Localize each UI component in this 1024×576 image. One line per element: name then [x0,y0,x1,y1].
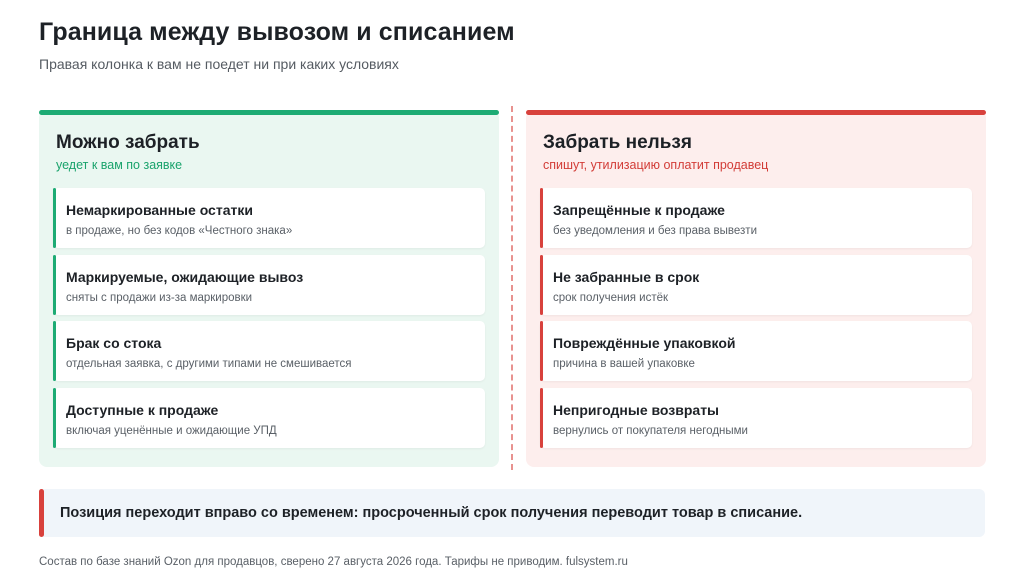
card-description: отдельная заявка, с другими типами не смешивается [66,358,352,370]
column-note: уедет к вам по заявке [56,158,183,172]
page-title: Граница между вывозом и списанием [39,18,515,46]
column-title: Забрать нельзя [543,132,692,153]
card-title: Не забранные в срок [553,269,700,285]
column-title: Можно забрать [56,132,200,153]
card-accent [540,255,543,315]
card-title: Брак со стока [66,335,162,351]
column-top-bar [526,110,986,115]
category-card [53,188,485,248]
card-title: Повреждённые упаковкой [553,335,736,351]
card-accent [540,388,543,448]
column-top-bar [39,110,499,115]
card-description: в продаже, но без кодов «Честного знака» [66,225,293,237]
page-subtitle: Правая колонка к вам не поедет ни при каких условиях [39,56,399,72]
category-card [53,388,485,448]
card-title: Доступные к продаже [66,402,219,418]
card-title: Немаркированные остатки [66,202,253,218]
card-description: без уведомления и без права вывезти [553,225,757,237]
card-title: Запрещённые к продаже [553,202,725,218]
footer-source-note: Состав по базе знаний Ozon для продавцов, сверено 27 августа 2026 года. Тарифы не приводим. fulsystem.ru [39,556,628,568]
card-accent [540,188,543,248]
category-card [53,255,485,315]
card-title: Непригодные возвраты [553,402,720,418]
notice-accent [39,489,44,537]
column-note: спишут, утилизацию оплатит продавец [543,158,769,172]
category-card [540,255,972,315]
category-card [53,321,485,381]
notice-text: Позиция переходит вправо со временем: просроченный срок получения переводит товар в списание. [60,505,803,521]
card-description: сняты с продажи из-за маркировки [66,292,253,304]
card-accent [53,255,56,315]
card-accent [540,321,543,381]
card-accent [53,388,56,448]
card-accent [53,188,56,248]
category-card [540,321,972,381]
column-divider [511,106,513,470]
card-description: вернулись от покупателя негодными [553,425,748,437]
category-card [540,388,972,448]
card-description: причина в вашей упаковке [553,358,695,370]
card-accent [53,321,56,381]
can-pick-up-column [39,110,499,467]
transition-notice [39,489,985,537]
card-title: Маркируемые, ожидающие вывоз [66,269,304,285]
category-card [540,188,972,248]
cannot-pick-up-column [526,110,986,467]
card-description: включая уценённые и ожидающие УПД [66,425,277,437]
card-description: срок получения истёк [553,292,669,304]
